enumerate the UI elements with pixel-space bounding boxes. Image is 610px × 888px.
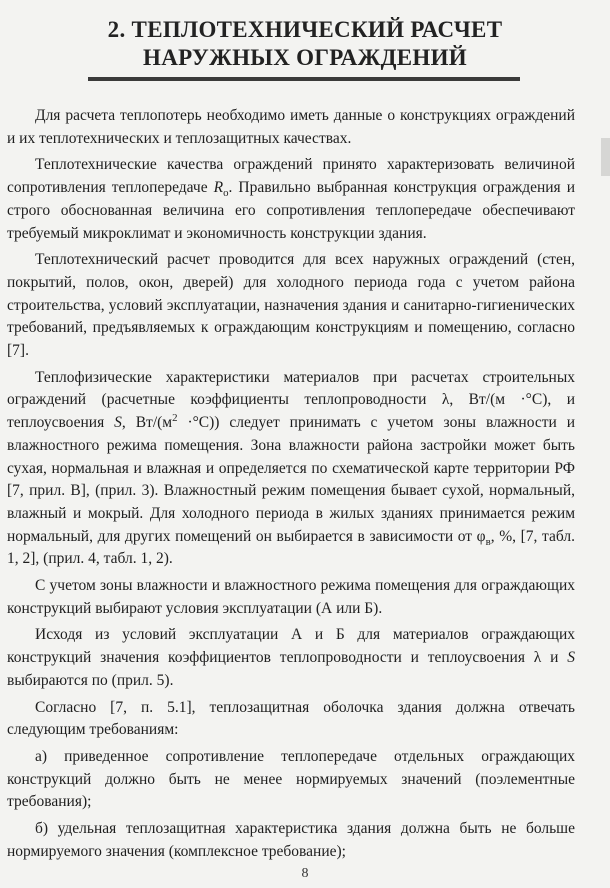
page-edge-shadow — [601, 138, 610, 176]
paragraph-1: Для расчета теплопотерь необходимо иметь данные о конструкциях ограждений и их теплотехнических и теплозащитных качествах. — [7, 107, 575, 147]
body-text — [7, 105, 575, 868]
paragraph-4: Теплофизические характеристики материалов при расчетах строительных ограждений (расчетные коэффициенты теплопроводности λ, Вт/(м ·°С), и теплоусвоения S, $Вт/(м^2 \cdot^\circ С)$) следует принимать с учетом зоны влажности и влажностного режима помещения. Зона влажности района застройки может быть сухая, нормальная и влажная и определяется по схематической карте территории РФ [7, прил. В], (прил. 3). Влажностный режим помещения бывает сухой, нормальный, влажный и мокрый. Для холодного периода в жилых зданиях принимается режим нормальный, для других помещений он выбирается в зависимости от $\varphi_в$, %, [7, табл. 1, 2], (прил. 4, табл. 1, 2). — [7, 368, 575, 568]
section-title — [60, 16, 550, 72]
section-title-line-2: НАРУЖНЫХ ОГРАЖДЕНИЙ — [143, 45, 467, 70]
paragraph-8: а) приведенное сопротивление теплопередаче отдельных ограждающих конструкций должно быть не менее нормируемых значений (поэлементные требования); — [7, 747, 575, 811]
paragraph-2: Теплотехнические качества ограждений принято характеризовать величиной сопротивления теплопередаче $R_o$. Правильно выбранная конструкция ограждения и строго обоснованная величина его сопротивления теплопередаче обеспечивают требуемый микроклимат и экономичность конструкции здания. — [7, 156, 575, 242]
page-number: 8 — [301, 866, 309, 881]
title-underline — [88, 77, 520, 81]
symbol-r: R — [213, 179, 224, 197]
symbol-s-2: S — [567, 649, 575, 667]
paragraph-9: б) удельная теплозащитная характеристика здания должна быть не больше нормируемого значения (комплексное требование); — [7, 820, 575, 860]
superscript-2: 2 — [172, 411, 178, 424]
paragraph-3: Теплотехнический расчет проводится для всех наружных ограждений (стен, покрытий, полов, окон, дверей) для холодного периода года с учетом района строительства, условий эксплуатации, назначения здания и санитарно-гигиенических требований, предъявляемых к ограждающим конструкциям и помещению, согласно [7]. — [7, 251, 575, 360]
paragraph-7: Согласно [7, п. 5.1], теплозащитная оболочка здания должна отвечать следующим требованиям: — [7, 698, 575, 739]
subscript-o: o — [223, 187, 229, 200]
symbol-s: S — [114, 414, 122, 432]
paragraph-5: С учетом зоны влажности и влажностного режима помещения для ограждающих конструкций выбирают условия эксплуатации (А или Б). — [7, 577, 575, 617]
subscript-v: в — [485, 535, 491, 548]
paragraph-6: Исходя из условий эксплуатации А и Б для материалов ограждающих конструкций значения коэффициентов теплопроводности и теплоусвоения λ и S выбираются по (прил. 5). — [7, 626, 575, 689]
section-title-line-1: 2. ТЕПЛОТЕХНИЧЕСКИЙ РАСЧЕТ — [107, 17, 503, 42]
